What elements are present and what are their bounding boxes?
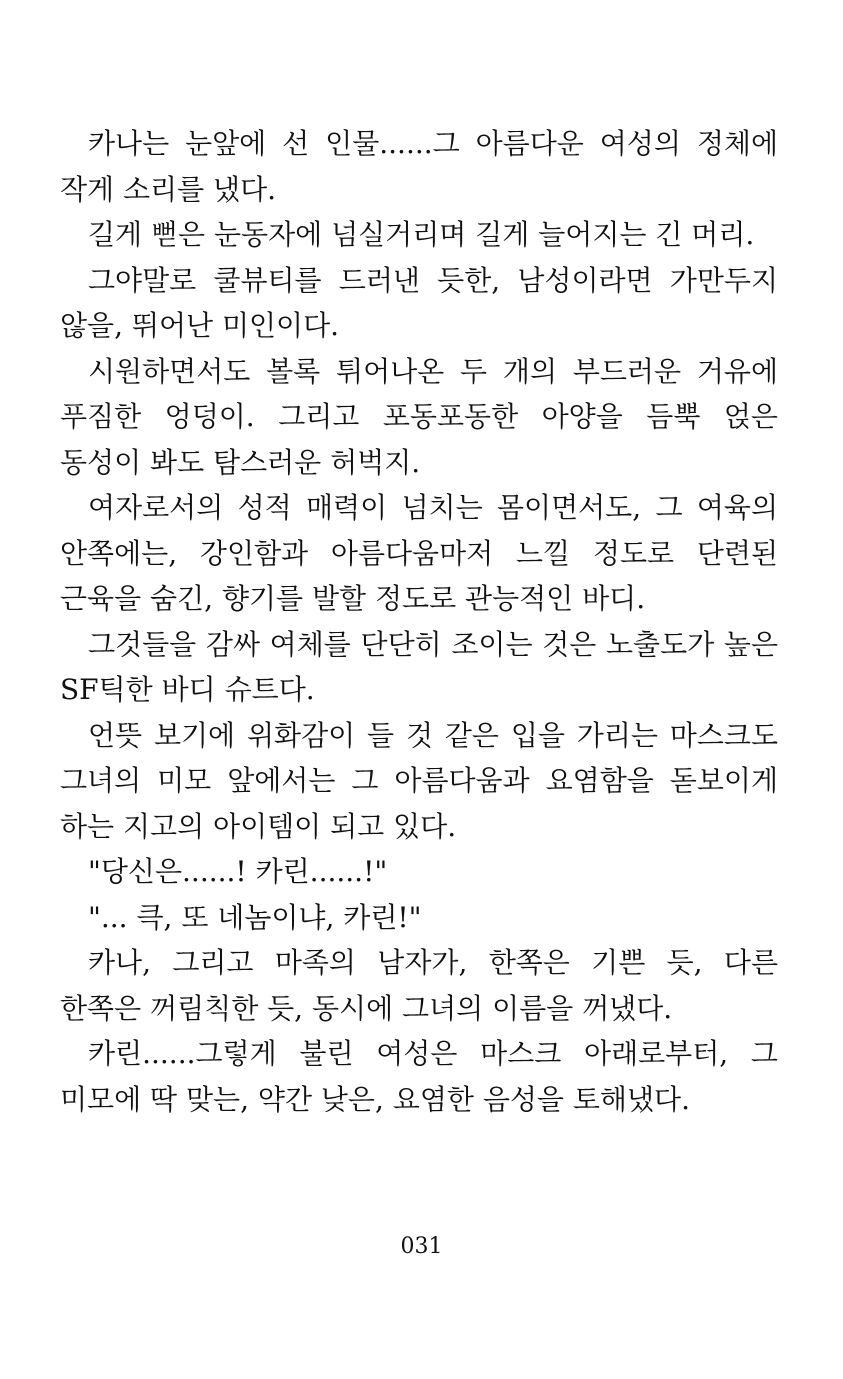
body-text <box>60 121 778 1122</box>
paragraph-3: 그야말로 쿨뷰티를 드러낸 듯한, 남성이라면 가만두지 않을, 뛰어난 미인이다. <box>60 263 778 342</box>
paragraph-9: "... 큭, 또 네놈이냐, 카린!" <box>88 900 422 934</box>
paragraph-1: 카나는 눈앞에 선 인물......그 아름다운 여성의 정체에 작게 소리를 냈다. <box>60 127 778 206</box>
paragraph-7: 언뜻 보기에 위화감이 들 것 같은 입을 가리는 마스크도 그녀의 미모 앞에서는 그 아름다움과 요염함을 돋보이게 하는 지고의 아이템이 되고 있다. <box>60 718 778 843</box>
paragraph-4: 시원하면서도 볼록 튀어나온 두 개의 부드러운 거유에 푸짐한 엉덩이. 그리고 포동포동한 아양을 듬뿍 얹은 동성이 봐도 탐스러운 허벅지. <box>60 354 778 479</box>
paragraph-8: "당신은......! 카린......!" <box>88 855 388 888</box>
paragraph-6: 그것들을 감싸 여체를 단단히 조이는 것은 노출도가 높은 SF틱한 바디 슈트다. <box>60 627 778 706</box>
paragraph-2: 길게 뻗은 눈동자에 넘실거리며 길게 늘어지는 긴 머리. <box>88 218 755 251</box>
paragraph-11: 카린......그렇게 불린 여성은 마스크 아래로부터, 그 미모에 딱 맞는, 약간 낮은, 요염한 음성을 토해냈다. <box>60 1037 778 1116</box>
page-number: 031 <box>400 1234 443 1259</box>
paragraph-5: 여자로서의 성적 매력이 넘치는 몸이면서도, 그 여육의 안쪽에는, 강인함과 아름다움마저 느낄 정도로 단련된 근육을 숨긴, 향기를 발할 정도로 관능적인 바디. <box>60 491 778 615</box>
paragraph-10: 카나, 그리고 마족의 남자가, 한쪽은 기쁜 듯, 다른 한쪽은 꺼림칙한 듯, 동시에 그녀의 이름을 꺼냈다. <box>60 946 778 1025</box>
